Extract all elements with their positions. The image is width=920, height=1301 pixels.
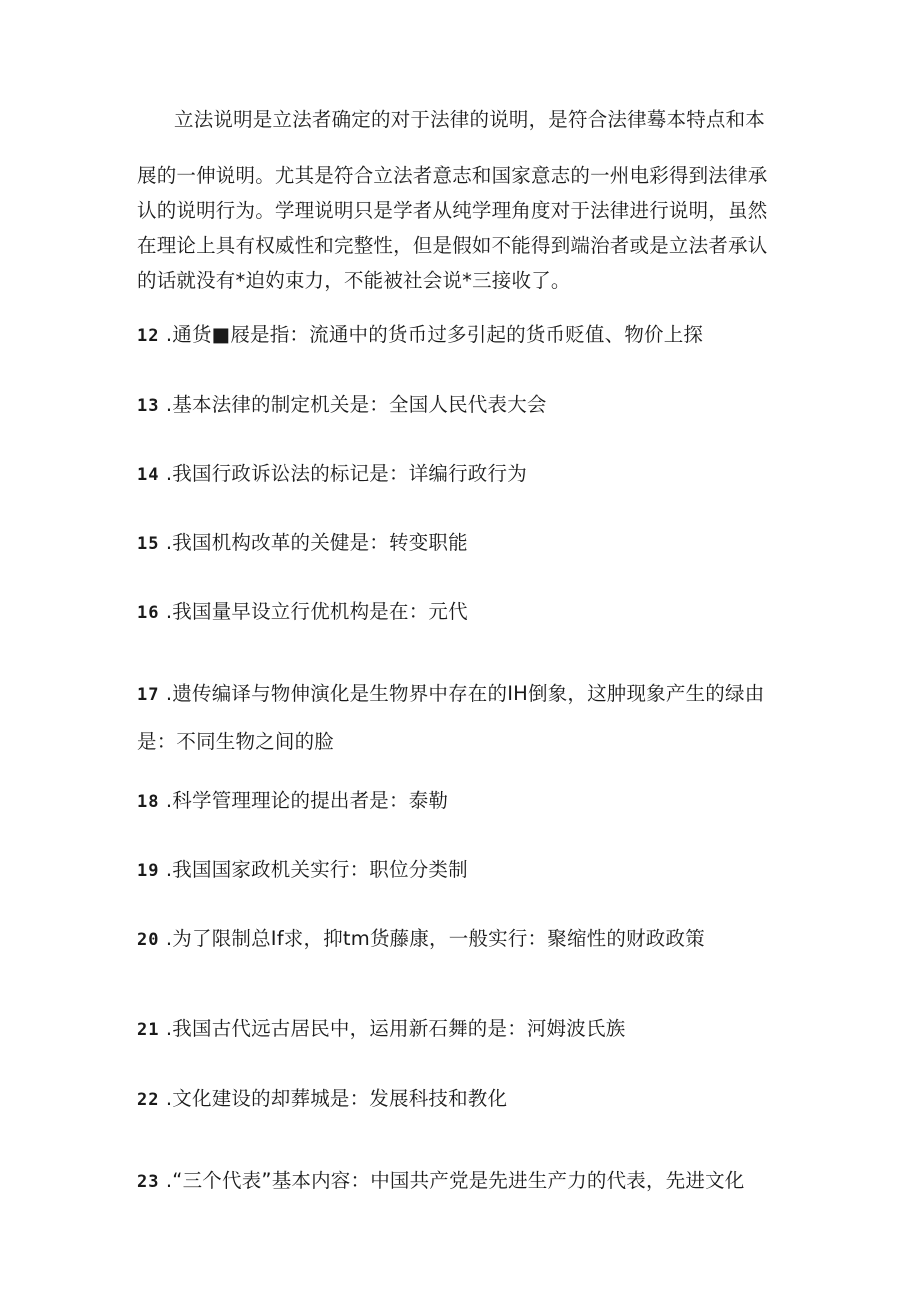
item-text: .我国量早设立行优机构是在：元代	[165, 600, 468, 623]
list-item-continuation: 是：不同生物之间的脸	[137, 730, 335, 753]
item-text: .文化建设的却葬城是：发展科技和教化	[165, 1087, 508, 1110]
item-text: .“三个代表”基本内容：中国共产党是先进生产力的代表，先进文化	[165, 1169, 745, 1192]
item-text: .为了限制总If求，抑tm货藤康，一般实行：聚缩性的财政政策	[165, 927, 705, 950]
list-item	[137, 926, 705, 953]
paragraph-line: 展的一伸说明。尤其是符合立法者意志和国家意志的一州电彩得到法律承	[137, 164, 768, 187]
item-text: .科学管理理论的提出者是：泰勒	[165, 789, 449, 812]
item-number: 16	[137, 603, 160, 623]
item-text: .基本法律的制定机关是：全国人民代表大会	[165, 393, 547, 416]
paragraph-line: 的话就没有*迫妁束力，不能被社会说*三接收了。	[137, 269, 571, 292]
item-number: 14	[137, 465, 160, 485]
item-number: 13	[137, 396, 160, 416]
item-number: 15	[137, 534, 160, 554]
paragraph-line: 认的说明行为。学理说明只是学者从纯学理角度对于法律进行说明，虽然	[137, 199, 768, 222]
item-number: 22	[137, 1090, 160, 1110]
list-item	[137, 1168, 745, 1195]
item-number: 18	[137, 792, 160, 812]
item-text: .我国行政诉讼法的标记是：详编行政行为	[165, 462, 527, 485]
item-text: .我国机构改革的关健是：转变职能	[165, 531, 468, 554]
item-number: 21	[137, 1020, 160, 1040]
list-item	[137, 1086, 507, 1113]
list-item	[137, 530, 468, 557]
list-item	[137, 599, 468, 626]
list-item	[137, 788, 448, 815]
item-text: .我国国家政机关实行：职位分类制	[165, 858, 468, 881]
list-item	[137, 857, 468, 884]
item-number: 23	[137, 1172, 160, 1192]
item-text: .遗传编译与物伸演化是生物界中存在的IH倒象，这肿现象产生的绿由	[165, 682, 765, 705]
paragraph-line: 在理论上具有权威性和完整性，但是假如不能得到端治者或是立法者承认	[137, 234, 768, 257]
list-item	[137, 461, 527, 488]
list-item	[137, 1016, 625, 1043]
item-number: 20	[137, 930, 160, 950]
list-item	[137, 392, 547, 419]
list-item	[137, 681, 764, 708]
list-item	[137, 322, 703, 349]
item-number: 12	[137, 326, 160, 346]
item-number: 17	[137, 685, 160, 705]
item-text: .我国古代远古居民中，运用新石舞的是：河姆波氏族	[165, 1017, 626, 1040]
item-text: .通货■屐是指：流通中的货币过多引起的货币贬值、物价上探	[165, 323, 704, 346]
paragraph-line: 立法说明是立法者确定的对于法律的说明，是符合法律蓦本特点和本	[174, 108, 766, 131]
item-number: 19	[137, 861, 160, 881]
